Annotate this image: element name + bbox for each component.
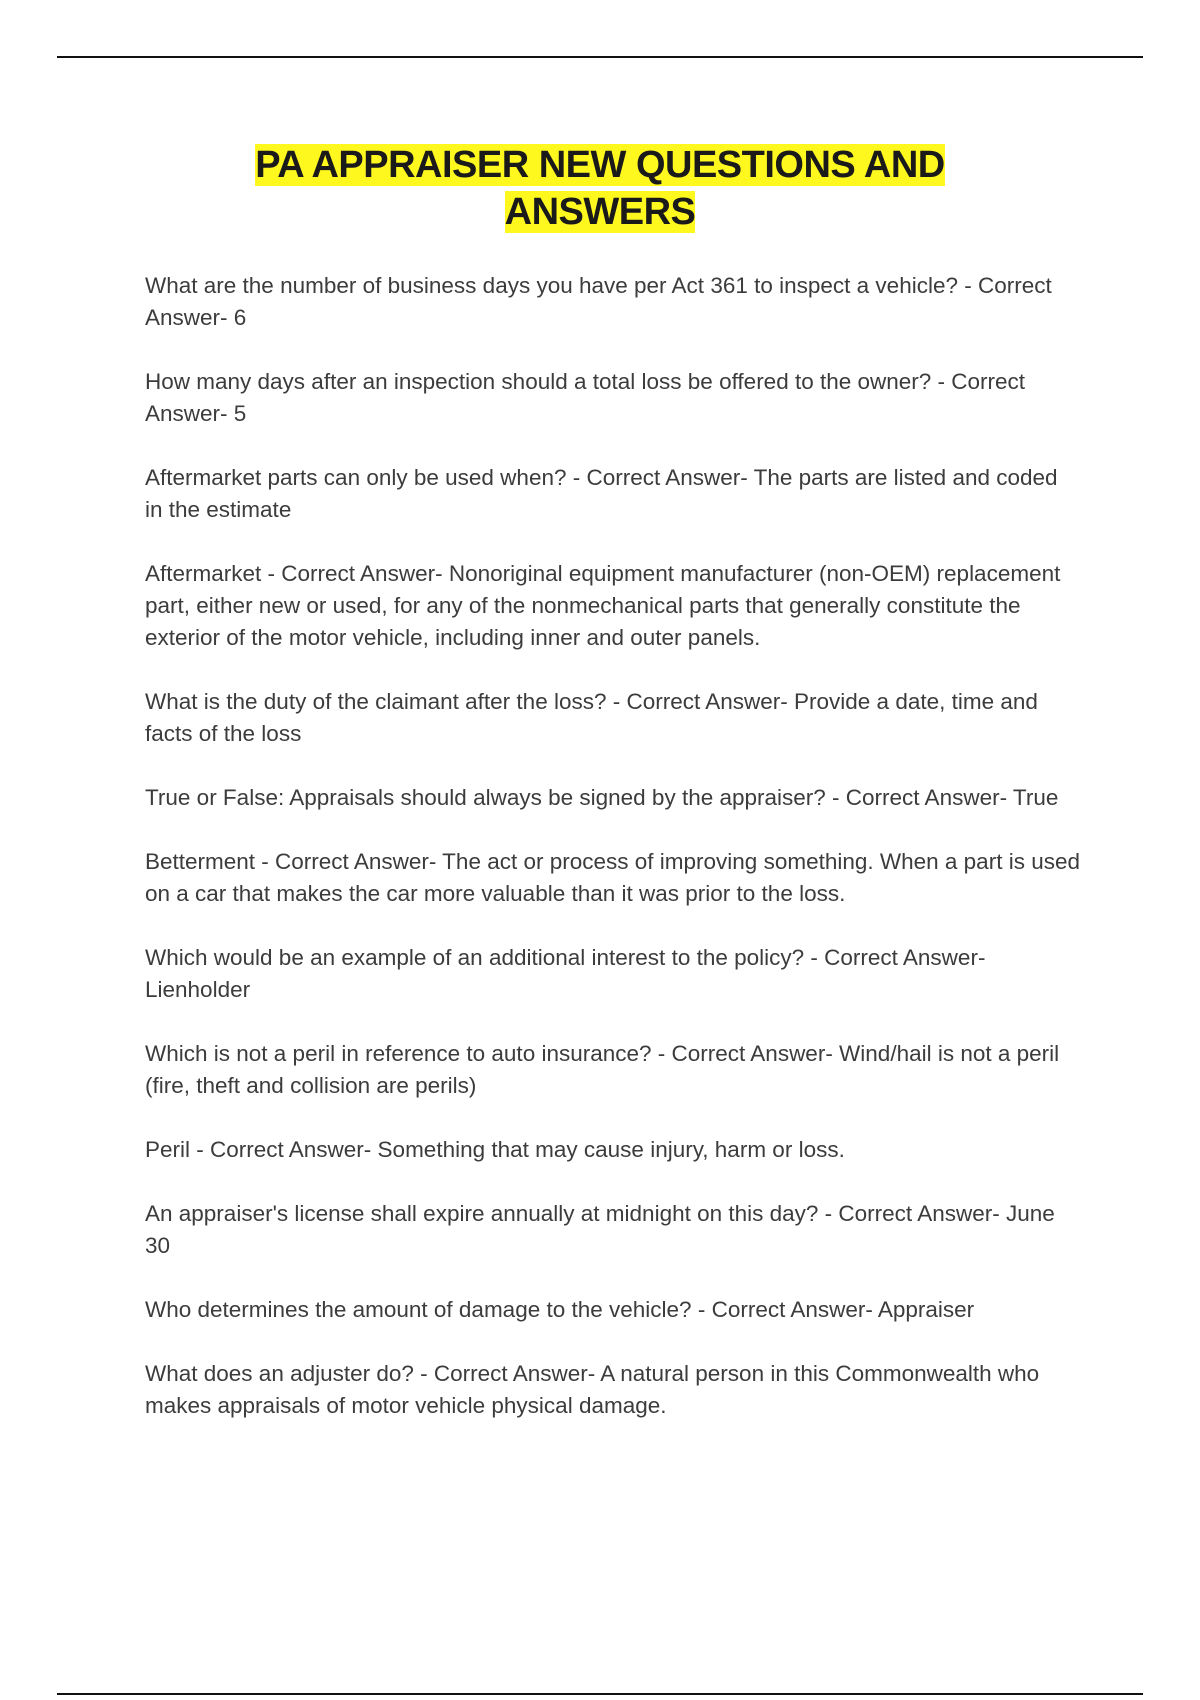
qa-item: An appraiser's license shall expire annually at midnight on this day? - Correct Answer- June 30 bbox=[145, 1201, 1055, 1258]
qa-item: Which is not a peril in reference to auto insurance? - Correct Answer- Wind/hail is not a peril (fire, theft and collision are perils) bbox=[145, 1041, 1060, 1098]
qa-item: What are the number of business days you have per Act 361 to inspect a vehicle? - Correct Answer- 6 bbox=[145, 273, 1052, 330]
top-rule bbox=[57, 56, 1143, 58]
qa-item: Which would be an example of an additional interest to the policy? - Correct Answer- Lienholder bbox=[145, 945, 986, 1002]
bottom-rule bbox=[57, 1693, 1143, 1695]
qa-item: True or False: Appraisals should always be signed by the appraiser? - Correct Answer- True bbox=[145, 785, 1059, 810]
qa-item: What is the duty of the claimant after the loss? - Correct Answer- Provide a date, time and facts of the loss bbox=[145, 689, 1038, 746]
qa-item: Betterment - Correct Answer- The act or process of improving something. When a part is used on a car that makes the car more valuable than it was prior to the loss. bbox=[145, 849, 1080, 906]
qa-item: Aftermarket parts can only be used when? - Correct Answer- The parts are listed and coded in the estimate bbox=[145, 465, 1058, 522]
qa-item: Aftermarket - Correct Answer- Nonoriginal equipment manufacturer (non-OEM) replacement part, either new or used, for any of the nonmechanical parts that generally constitute the exterior of the motor vehicle, including inner and outer panels. bbox=[145, 561, 1061, 650]
qa-item: What does an adjuster do? - Correct Answer- A natural person in this Commonwealth who makes appraisals of motor vehicle physical damage. bbox=[145, 1361, 1040, 1418]
title-line-2: ANSWERS bbox=[504, 191, 696, 233]
qa-item: Peril - Correct Answer- Something that may cause injury, harm or loss. bbox=[145, 1137, 845, 1162]
qa-item: Who determines the amount of damage to the vehicle? - Correct Answer- Appraiser bbox=[145, 1297, 975, 1322]
document-title bbox=[0, 142, 1200, 236]
title-line-1: PA APPRAISER NEW QUESTIONS AND bbox=[255, 144, 945, 186]
qa-item: How many days after an inspection should a total loss be offered to the owner? - Correct Answer- 5 bbox=[145, 369, 1026, 426]
qa-list bbox=[145, 270, 1080, 1454]
